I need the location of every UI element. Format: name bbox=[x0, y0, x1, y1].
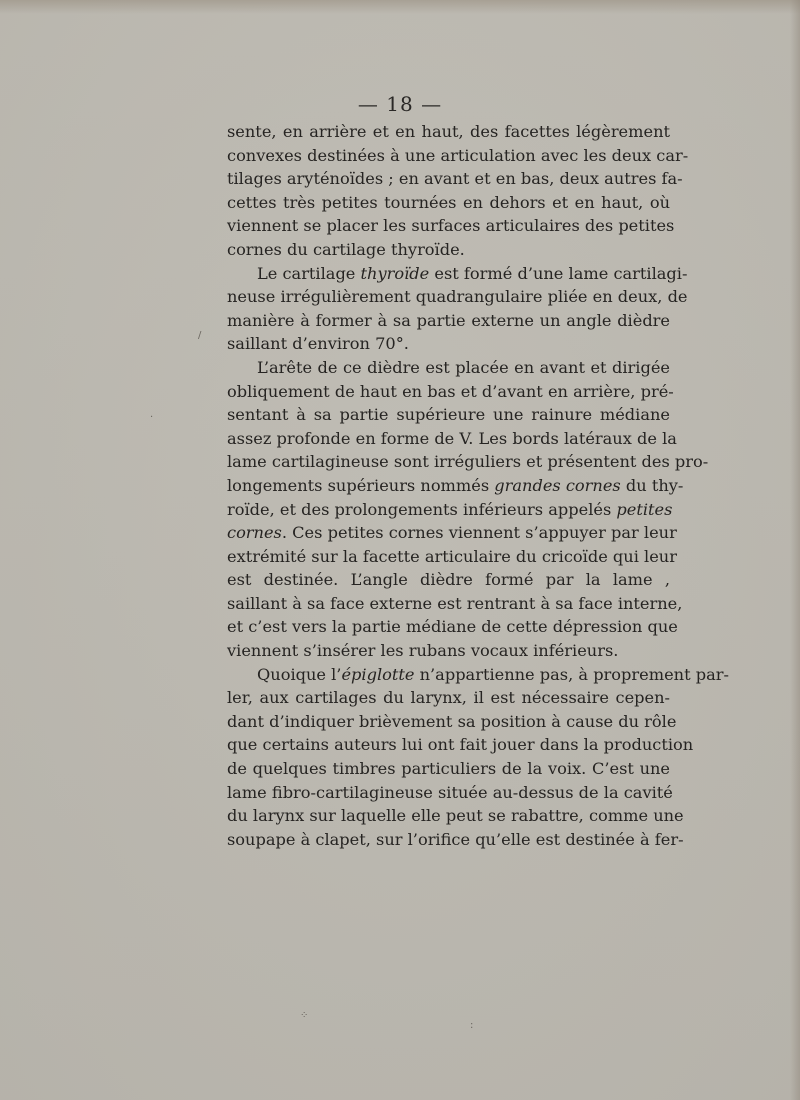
italic-term: thyroïde bbox=[360, 263, 430, 283]
italic-term: cornes bbox=[227, 523, 282, 543]
text-line bbox=[227, 120, 670, 144]
text-segment: Le cartilage bbox=[257, 263, 361, 283]
text-line bbox=[227, 403, 670, 427]
text-segment: n’appartienne pas, à proprement par- bbox=[414, 664, 729, 684]
text-line bbox=[227, 686, 670, 710]
text-segment: manière à former à sa partie externe un angle dièdre bbox=[227, 310, 670, 330]
text-line bbox=[227, 781, 673, 805]
text-segment: saillant à sa face externe est rentrant à sa face interne, bbox=[227, 593, 683, 613]
text-segment: sentant à sa partie supérieure une rainure médiane bbox=[227, 405, 670, 425]
text-line bbox=[227, 615, 678, 639]
italic-term: grandes cornes bbox=[494, 475, 621, 495]
text-segment: viennent s’insérer les rubans vocaux inférieurs. bbox=[227, 641, 619, 661]
page-edge-shadow-right bbox=[790, 0, 800, 1100]
text-line bbox=[227, 309, 670, 333]
text-line bbox=[227, 474, 684, 498]
text-line bbox=[227, 639, 670, 663]
text-segment: est destinée. L’angle dièdre formé par la lame , bbox=[227, 570, 670, 590]
text-segment: convexes destinées à une articulation avec les deux car- bbox=[227, 145, 689, 165]
text-segment: roïde, et des prolongements inférieurs appelés bbox=[227, 499, 617, 519]
body-text bbox=[227, 120, 729, 851]
paper-speck: / bbox=[198, 330, 202, 341]
text-segment: cettes très petites tournées en dehors et en haut, où bbox=[227, 192, 670, 212]
text-segment: cornes du cartilage thyroïde. bbox=[227, 239, 465, 259]
text-line bbox=[227, 733, 694, 757]
text-segment: que certains auteurs lui ont fait jouer dans la production bbox=[227, 735, 694, 755]
text-segment: lame fibro-cartilagineuse située au-dessus de la cavité bbox=[227, 782, 673, 802]
text-segment: ler, aux cartilages du larynx, il est nécessaire cepen- bbox=[227, 688, 670, 708]
text-segment: longements supérieurs nommés bbox=[227, 475, 495, 495]
text-segment: tilages aryténoïdes ; en avant et en bas, deux autres fa- bbox=[227, 169, 683, 189]
text-line bbox=[227, 427, 677, 451]
page-edge-shadow-top bbox=[0, 0, 800, 14]
text-line bbox=[227, 167, 683, 191]
text-segment: . Ces petites cornes viennent s’appuyer par leur bbox=[281, 523, 677, 543]
text-line bbox=[227, 191, 670, 215]
text-line bbox=[227, 214, 675, 238]
text-line bbox=[227, 498, 673, 522]
italic-term: petites bbox=[616, 499, 673, 519]
text-line bbox=[227, 663, 729, 687]
text-line bbox=[227, 521, 677, 545]
text-line bbox=[227, 450, 709, 474]
page-number: — 18 — bbox=[357, 92, 443, 116]
text-line bbox=[227, 828, 684, 852]
text-segment: du larynx sur laquelle elle peut se rabattre, comme une bbox=[227, 806, 684, 826]
text-segment: de quelques timbres particuliers de la voix. C’est une bbox=[227, 759, 670, 779]
paper-speck: ⁘ bbox=[300, 1010, 309, 1021]
text-segment: soupape à clapet, sur l’orifice qu’elle est destinée à fer- bbox=[227, 829, 684, 849]
text-line bbox=[227, 568, 670, 592]
text-segment: Quoique l’ bbox=[257, 664, 342, 684]
text-segment: du thy- bbox=[620, 475, 684, 495]
text-line bbox=[227, 757, 670, 781]
text-line bbox=[227, 592, 683, 616]
text-line bbox=[227, 238, 670, 262]
text-segment: lame cartilagineuse sont irréguliers et présentent des pro- bbox=[227, 452, 709, 472]
text-segment: dant d’indiquer brièvement sa position à cause du rôle bbox=[227, 711, 677, 731]
text-segment: sente, en arrière et en haut, des facettes légèrement bbox=[227, 122, 670, 141]
text-line bbox=[227, 380, 674, 404]
text-segment: neuse irrégulièrement quadrangulaire pliée en deux, de bbox=[227, 287, 688, 307]
text-line bbox=[227, 804, 684, 828]
text-line bbox=[227, 710, 677, 734]
text-segment: viennent se placer les surfaces articulaires des petites bbox=[227, 216, 675, 236]
text-segment: saillant d’environ 70°. bbox=[227, 334, 409, 354]
text-segment: est formé d’une lame cartilagi- bbox=[429, 263, 688, 283]
text-segment: obliquement de haut en bas et d’avant en arrière, pré- bbox=[227, 381, 674, 401]
text-line bbox=[227, 332, 670, 356]
paper-speck: : bbox=[470, 1020, 474, 1031]
text-segment: assez profonde en forme de V. Les bords latéraux de la bbox=[227, 428, 677, 448]
text-line bbox=[227, 356, 670, 380]
text-line bbox=[227, 545, 677, 569]
text-line bbox=[227, 144, 689, 168]
text-segment: L’arête de ce dièdre est placée en avant et dirigée bbox=[257, 357, 670, 377]
italic-term: épiglotte bbox=[341, 664, 415, 684]
text-segment: extrémité sur la facette articulaire du cricoïde qui leur bbox=[227, 546, 677, 566]
paper-speck: · bbox=[150, 412, 154, 423]
text-line bbox=[227, 262, 688, 286]
text-segment: et c’est vers la partie médiane de cette dépression que bbox=[227, 617, 678, 637]
text-line bbox=[227, 285, 688, 309]
